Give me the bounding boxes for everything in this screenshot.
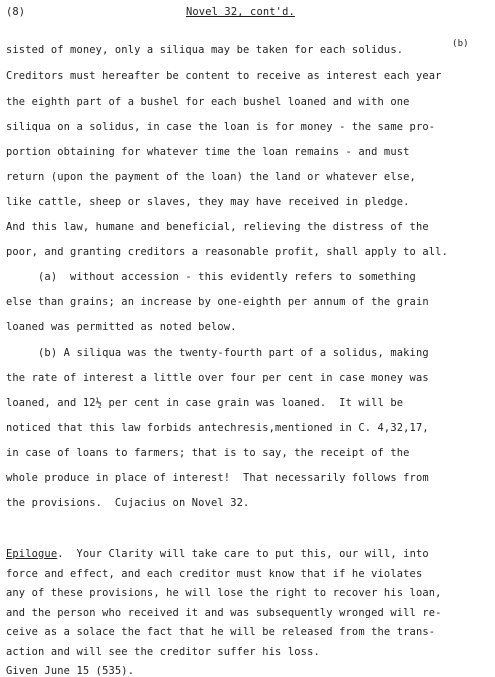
- page-header-title: Novel 32, cont'd.: [186, 6, 295, 18]
- text-line: the provisions. Cujacius on Novel 32.: [6, 497, 250, 509]
- footnote-marker: (b): [452, 39, 469, 49]
- page-number: (8): [6, 6, 26, 18]
- footnote-b-line: (b) A siliqua was the twenty-fourth part of a solidus, making: [6, 347, 429, 359]
- given-date: Given June 15 (535).: [6, 665, 135, 677]
- epilogue-line: force and effect, and each creditor must know that if he violates: [6, 567, 423, 580]
- text-line: return (upon the payment of the loan) the land or whatever else,: [6, 171, 416, 183]
- text-line: Creditors must hereafter be content to receive as interest each year: [6, 70, 442, 82]
- text-line: And this law, humane and beneficial, relieving the distress of the: [6, 221, 429, 233]
- text-line: whole produce in place of interest! That necessarily follows from: [6, 472, 429, 484]
- text-line: like cattle, sheep or slaves, they may have received in pledge.: [6, 196, 410, 208]
- epilogue-label: Epilogue: [6, 548, 58, 560]
- epilogue-line: action and will see the creditor suffer his loss.: [6, 645, 320, 658]
- text-line: siliqua on a solidus, in case the loan is for money - the same pro-: [6, 121, 436, 133]
- text-line: portion obtaining for whatever time the loan remains - and must: [6, 146, 410, 158]
- text-line: loaned was permitted as noted below.: [6, 321, 237, 333]
- text-line: in case of loans to farmers; that is to say, the receipt of the: [6, 447, 410, 459]
- text-line: poor, and granting creditors a reasonable profit, shall apply to all.: [6, 246, 448, 258]
- text-line: else than grains; an increase by one-eighth per annum of the grain: [6, 296, 429, 308]
- text-line: the rate of interest a little over four per cent in case money was: [6, 372, 429, 384]
- footnote-a-line: (a) without accession - this evidently refers to something: [6, 271, 416, 283]
- epilogue-first-line-text: . Your Clarity will take care to put this, our will, into: [57, 548, 429, 560]
- epilogue-line: ceive as a solace the fact that he will be released from the trans-: [6, 626, 436, 638]
- text-line: noticed that this law forbids antechresis,mentioned in C. 4,32,17,: [6, 422, 429, 434]
- epilogue-line: and the person who received it and was subsequently wronged will re-: [6, 606, 442, 619]
- text-line: the eighth part of a bushel for each bushel loaned and with one: [6, 96, 410, 108]
- epilogue-line: any of these provisions, he will lose the right to recover his loan,: [6, 587, 442, 599]
- text-line: loaned, and 12½ per cent in case grain was loaned. It will be: [6, 397, 404, 409]
- epilogue-first-line: [6, 548, 429, 560]
- text-line: sisted of money, only a siliqua may be taken for each solidus.: [6, 44, 404, 56]
